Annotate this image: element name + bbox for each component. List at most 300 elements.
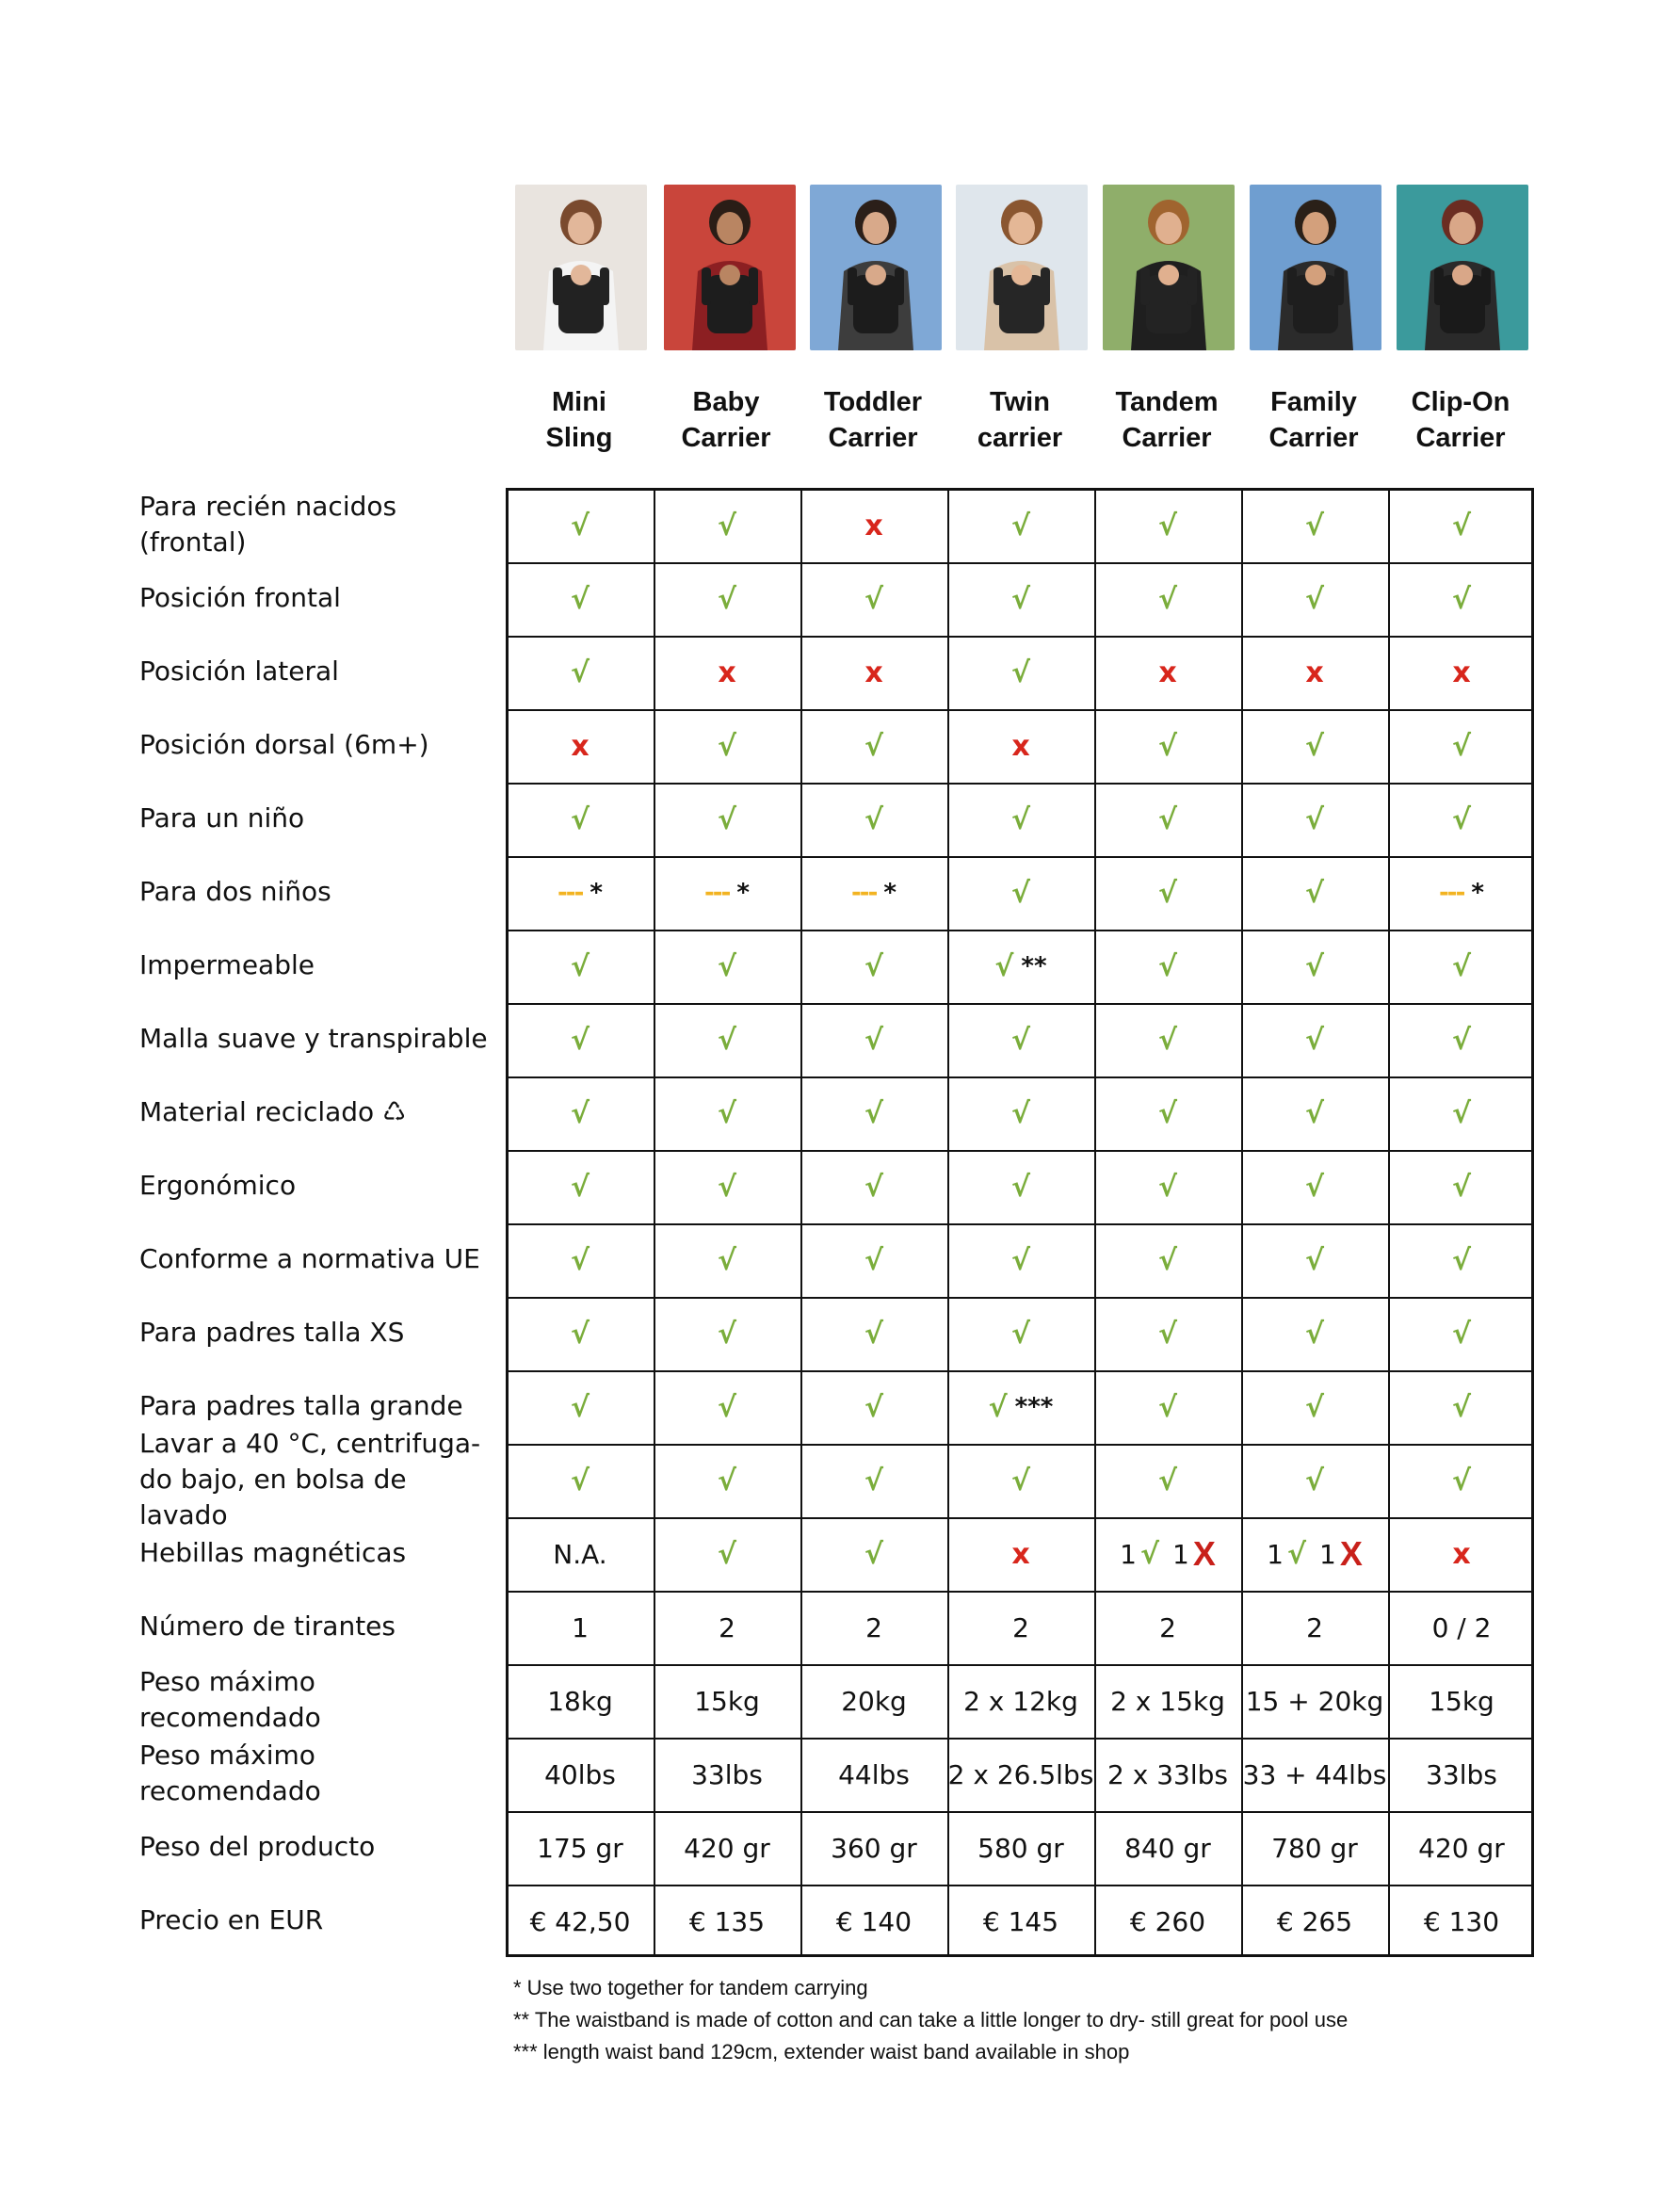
table-cell [1241, 1517, 1388, 1591]
feature-label [139, 782, 497, 855]
feature-label [139, 1516, 497, 1590]
feature-label [139, 1149, 497, 1222]
check-icon: √ [570, 1390, 590, 1424]
check-icon: √ [1304, 949, 1324, 983]
feature-label-text: Malla suave y transpirable [139, 1023, 488, 1054]
check-icon: √ [864, 1243, 883, 1277]
table-cell [507, 709, 654, 783]
product-name-line1: Clip-On [1411, 387, 1510, 417]
feature-label-text: Número de tirantes [139, 1610, 396, 1642]
product-photo [515, 185, 647, 350]
table-cell [800, 636, 947, 709]
table-cell [1388, 562, 1535, 636]
table-cell [800, 1738, 947, 1811]
cross-icon: x [864, 509, 883, 542]
table-cell [1388, 1885, 1535, 1958]
check-icon: √ [570, 582, 590, 616]
table-cell [1241, 709, 1388, 783]
feature-label [139, 488, 497, 561]
product-photo [1103, 185, 1235, 350]
table-cell [947, 930, 1094, 1003]
feature-label-text: Para un niño [139, 802, 305, 834]
table-cell [654, 1150, 800, 1223]
feature-label-text: Para padres talla XS [139, 1317, 405, 1348]
cell-value: 33lbs [1426, 1758, 1497, 1790]
feature-label [139, 1737, 497, 1810]
table-cell [507, 1885, 654, 1958]
check-icon: √ [570, 1170, 590, 1204]
cell-value: 33 + 44lbs [1242, 1758, 1387, 1790]
table-cell [507, 1370, 654, 1444]
check-icon: √ [717, 509, 736, 542]
check-icon: √ [1451, 1464, 1471, 1497]
cell-value: 18kg [547, 1685, 613, 1717]
feature-label [139, 561, 497, 635]
feature-label-text: Posición lateral [139, 656, 339, 687]
table-cell [1388, 856, 1535, 930]
table-cell [1388, 1297, 1535, 1370]
feature-label-text: Posición frontal [139, 582, 341, 613]
table-cell [654, 1517, 800, 1591]
check-icon: √ [1304, 1170, 1324, 1204]
table-cell [1241, 636, 1388, 709]
table-cell [1388, 1370, 1535, 1444]
check-icon: √ [717, 1096, 736, 1130]
table-cell [800, 856, 947, 930]
feature-label-text: Hebillas magnéticas [139, 1537, 407, 1568]
check-icon: √ [717, 1170, 736, 1204]
cell-value: N.A. [553, 1538, 607, 1570]
table-cell [1241, 489, 1388, 562]
table-cell [1388, 489, 1535, 562]
product-name-2 [653, 384, 800, 456]
check-icon: √ [717, 1023, 736, 1057]
check-icon: √ [864, 729, 883, 763]
table-cell [1094, 1003, 1241, 1076]
table-cell [947, 489, 1094, 562]
check-icon: √ [1304, 1464, 1324, 1497]
table-cell [1388, 1811, 1535, 1885]
table-cell [1094, 1664, 1241, 1738]
cross-icon: X [1192, 1534, 1216, 1573]
footnote-marker: * [1471, 879, 1484, 907]
table-cell [800, 1591, 947, 1664]
table-cell [507, 562, 654, 636]
feature-label-text: Precio en EUR [139, 1904, 324, 1935]
cell-value: 2 [1012, 1611, 1029, 1643]
footnote-marker: * [883, 879, 897, 907]
product-photo [1397, 185, 1528, 350]
cross-icon: X [1339, 1534, 1363, 1573]
table-cell [800, 783, 947, 856]
count-one: 1 [1267, 1538, 1284, 1570]
table-cell [947, 1738, 1094, 1811]
table-cell [654, 856, 800, 930]
table-cell [800, 1150, 947, 1223]
feature-label-text: Material reciclado ♺ [139, 1096, 407, 1127]
cross-icon: x [571, 729, 590, 763]
table-cell [507, 1444, 654, 1517]
feature-label-text: Posición dorsal (6m+) [139, 729, 429, 760]
feature-label-text: Lavar a 40 °C, centrifuga-do bajo, en bolsa de lavado [139, 1428, 481, 1530]
check-icon: √ [717, 1317, 736, 1351]
table-cell [507, 783, 654, 856]
table-cell [654, 1444, 800, 1517]
feature-label [139, 708, 497, 782]
table-cell [800, 1297, 947, 1370]
check-icon: √ [1286, 1537, 1306, 1571]
cell-value: 420 gr [684, 1832, 770, 1864]
check-icon: √ [988, 1390, 1008, 1424]
table-cell [1094, 562, 1241, 636]
product-name-3 [800, 384, 946, 456]
table-cell [800, 1811, 947, 1885]
table-cell [947, 1150, 1094, 1223]
cell-value: 15 + 20kg [1245, 1685, 1384, 1717]
footnote-marker: ** [1021, 952, 1047, 980]
check-icon: √ [864, 1023, 883, 1057]
table-cell [1094, 856, 1241, 930]
table-cell [947, 1591, 1094, 1664]
cell-value: € 135 [688, 1905, 766, 1937]
check-icon: √ [1010, 509, 1030, 542]
cell-value: 780 gr [1271, 1832, 1358, 1864]
table-cell [1094, 1517, 1241, 1591]
feature-label [139, 1884, 497, 1957]
table-cell [507, 1076, 654, 1150]
feature-label [139, 1296, 497, 1369]
table-cell [507, 1150, 654, 1223]
table-cell [800, 1003, 947, 1076]
check-icon: √ [1157, 1317, 1177, 1351]
cell-value: 360 gr [831, 1832, 917, 1864]
table-cell [1388, 1150, 1535, 1223]
table-cell [654, 636, 800, 709]
check-icon: √ [1157, 949, 1177, 983]
check-icon: √ [717, 729, 736, 763]
table-cell [507, 1591, 654, 1664]
table-cell [947, 709, 1094, 783]
feature-label [139, 929, 497, 1002]
cell-value: 2 [1159, 1611, 1176, 1643]
product-name-line2: Carrier [1122, 423, 1212, 453]
feature-label [139, 1002, 497, 1076]
feature-label-text: Impermeable [139, 949, 315, 980]
count-one: 1 [1120, 1538, 1137, 1570]
table-cell [654, 709, 800, 783]
table-cell [507, 636, 654, 709]
table-cell [947, 1664, 1094, 1738]
feature-label [139, 1076, 497, 1149]
feature-label [139, 1590, 497, 1663]
cell-value: 20kg [841, 1685, 907, 1717]
table-cell [654, 489, 800, 562]
check-icon: √ [1157, 876, 1177, 910]
table-cell [800, 1444, 947, 1517]
check-icon: √ [1451, 1317, 1471, 1351]
feature-label-text: Ergonómico [139, 1170, 297, 1201]
dash-icon: --- [557, 879, 583, 907]
check-icon: √ [1010, 1023, 1030, 1057]
table-cell [947, 1297, 1094, 1370]
table-cell [1094, 636, 1241, 709]
table-cell [654, 1370, 800, 1444]
product-name-line1: Twin [990, 387, 1050, 417]
cell-value: € 140 [835, 1905, 913, 1937]
table-cell [1094, 930, 1241, 1003]
table-cell [507, 1297, 654, 1370]
check-icon: √ [570, 1464, 590, 1497]
table-cell [1388, 1738, 1535, 1811]
product-name-line1: Family [1270, 387, 1357, 417]
check-icon: √ [1451, 1096, 1471, 1130]
table-cell [507, 1811, 654, 1885]
check-icon: √ [1304, 802, 1324, 836]
cell-value: 2 [1306, 1611, 1323, 1643]
feature-label [139, 635, 497, 708]
check-icon: √ [1304, 1390, 1324, 1424]
check-icon: √ [864, 802, 883, 836]
dash-icon: --- [851, 879, 877, 907]
cross-icon: x [864, 656, 883, 689]
cross-icon: x [1011, 729, 1030, 763]
product-name-line2: Carrier [1268, 423, 1359, 453]
check-icon: √ [1157, 1464, 1177, 1497]
cross-icon: x [1011, 1537, 1030, 1571]
feature-label [139, 855, 497, 929]
table-cell [800, 1076, 947, 1150]
check-icon: √ [1451, 729, 1471, 763]
table-cell [1094, 1150, 1241, 1223]
feature-label [139, 1663, 497, 1737]
table-cell [800, 1664, 947, 1738]
table-cell [654, 1591, 800, 1664]
check-icon: √ [1451, 1243, 1471, 1277]
cell-value: € 145 [982, 1905, 1059, 1937]
check-icon: √ [1010, 1317, 1030, 1351]
check-icon: √ [1304, 582, 1324, 616]
table-cell [654, 1003, 800, 1076]
table-cell [1388, 1223, 1535, 1297]
cell-value: 33lbs [691, 1758, 763, 1790]
cell-value: 44lbs [838, 1758, 910, 1790]
table-cell [947, 1370, 1094, 1444]
check-icon: √ [570, 949, 590, 983]
table-cell [654, 930, 800, 1003]
check-icon: √ [1157, 1243, 1177, 1277]
check-icon: √ [1451, 1170, 1471, 1204]
table-cell [1388, 709, 1535, 783]
table-cell [947, 783, 1094, 856]
footnote-marker: * [736, 879, 750, 907]
table-cell [947, 856, 1094, 930]
table-cell [1094, 1223, 1241, 1297]
check-icon: √ [1304, 509, 1324, 542]
check-icon: √ [717, 582, 736, 616]
check-icon: √ [570, 802, 590, 836]
table-cell [654, 1297, 800, 1370]
table-cell [654, 1811, 800, 1885]
table-cell [1388, 930, 1535, 1003]
check-icon: √ [570, 1023, 590, 1057]
product-name-line1: Mini [552, 387, 606, 417]
table-cell [1241, 1370, 1388, 1444]
table-cell [1094, 1297, 1241, 1370]
feature-label-text: Para padres talla grande [139, 1390, 463, 1421]
cell-value: 2 [865, 1611, 882, 1643]
check-icon: √ [1304, 1096, 1324, 1130]
table-cell [800, 709, 947, 783]
cell-value: 2 x 15kg [1110, 1685, 1225, 1717]
table-cell [947, 562, 1094, 636]
check-icon: √ [1451, 1023, 1471, 1057]
product-photo [810, 185, 942, 350]
footnote-marker: *** [1014, 1393, 1054, 1421]
count-one: 1 [1172, 1538, 1189, 1570]
feature-label [139, 1428, 497, 1530]
cell-value: 15kg [694, 1685, 760, 1717]
check-icon: √ [1157, 1096, 1177, 1130]
feature-label-text: Peso máximo recomendado [139, 1740, 321, 1806]
table-cell [1388, 1591, 1535, 1664]
table-cell [800, 489, 947, 562]
table-cell [1241, 562, 1388, 636]
check-icon: √ [1139, 1537, 1159, 1571]
product-name-line1: Toddler [823, 387, 923, 417]
product-name-1 [506, 384, 653, 456]
check-icon: √ [570, 1096, 590, 1130]
feature-label [139, 1810, 497, 1884]
footnote-3: *** length waist band 129cm, extender waist band available in shop [513, 2040, 1130, 2064]
table-cell [1094, 1591, 1241, 1664]
cell-value: € 260 [1129, 1905, 1206, 1937]
product-name-6 [1240, 384, 1387, 456]
cell-value: € 130 [1423, 1905, 1500, 1937]
cell-value: 840 gr [1124, 1832, 1211, 1864]
dash-icon: --- [1439, 879, 1464, 907]
product-name-line2: Carrier [1415, 423, 1506, 453]
table-cell [507, 856, 654, 930]
product-photo [1250, 185, 1381, 350]
cell-value: 420 gr [1418, 1832, 1505, 1864]
table-cell [947, 1517, 1094, 1591]
table-cell [800, 930, 947, 1003]
cross-icon: x [1452, 656, 1471, 689]
footnote-marker: * [590, 879, 603, 907]
cross-icon: x [1452, 1537, 1471, 1571]
product-name-line2: Carrier [681, 423, 771, 453]
feature-label [139, 1222, 497, 1296]
check-icon: √ [1010, 1464, 1030, 1497]
check-icon: √ [717, 949, 736, 983]
table-cell [654, 1664, 800, 1738]
dash-icon: --- [704, 879, 730, 907]
table-cell [507, 1003, 654, 1076]
table-cell [947, 636, 1094, 709]
table-cell [1241, 1885, 1388, 1958]
product-name-line2: Carrier [828, 423, 918, 453]
footnote-1: * Use two together for tandem carrying [513, 1976, 868, 1999]
check-icon: √ [1010, 656, 1030, 689]
table-cell [1094, 1444, 1241, 1517]
footnotes [513, 1972, 1549, 2068]
check-icon: √ [717, 802, 736, 836]
feature-label-text: Peso máximo recomendado [139, 1666, 321, 1733]
table-cell [1094, 489, 1241, 562]
check-icon: √ [864, 582, 883, 616]
check-icon: √ [570, 656, 590, 689]
cell-value: € 265 [1276, 1905, 1353, 1937]
check-icon: √ [1010, 876, 1030, 910]
check-icon: √ [1451, 582, 1471, 616]
table-cell [1094, 1811, 1241, 1885]
check-icon: √ [570, 1317, 590, 1351]
table-cell [507, 489, 654, 562]
table-cell [800, 1885, 947, 1958]
table-cell [1241, 1223, 1388, 1297]
cell-value: 2 x 26.5lbs [947, 1758, 1094, 1790]
table-cell [800, 1517, 947, 1591]
check-icon: √ [570, 1243, 590, 1277]
cell-value: 2 x 33lbs [1107, 1758, 1228, 1790]
table-cell [1094, 1370, 1241, 1444]
table-cell [654, 1885, 800, 1958]
cell-value: 40lbs [544, 1758, 616, 1790]
check-icon: √ [717, 1537, 736, 1571]
table-cell [1094, 709, 1241, 783]
check-icon: √ [1157, 1170, 1177, 1204]
table-cell [1241, 1738, 1388, 1811]
table-cell [1388, 783, 1535, 856]
check-icon: √ [1010, 1243, 1030, 1277]
table-cell [654, 562, 800, 636]
check-icon: √ [717, 1243, 736, 1277]
check-icon: √ [1157, 1390, 1177, 1424]
check-icon: √ [1304, 876, 1324, 910]
cross-icon: x [718, 656, 736, 689]
cell-value: 580 gr [977, 1832, 1064, 1864]
cell-value: € 42,50 [529, 1905, 631, 1937]
table-cell [800, 1370, 947, 1444]
table-cell [654, 1076, 800, 1150]
table-cell [1094, 783, 1241, 856]
footnote-2: ** The waistband is made of cotton and can take a little longer to dry- still great for pool use [513, 2008, 1349, 2031]
cross-icon: x [1305, 656, 1324, 689]
product-name-4 [946, 384, 1093, 456]
product-photo [956, 185, 1088, 350]
table-cell [800, 1223, 947, 1297]
check-icon: √ [864, 949, 883, 983]
table-cell [1241, 1444, 1388, 1517]
table-cell [1094, 1885, 1241, 1958]
table-cell [507, 1517, 654, 1591]
feature-label-text: Conforme a normativa UE [139, 1243, 480, 1274]
check-icon: √ [1451, 949, 1471, 983]
feature-label-text: Para dos niños [139, 876, 331, 907]
table-cell [1241, 1811, 1388, 1885]
check-icon: √ [864, 1317, 883, 1351]
check-icon: √ [1304, 729, 1324, 763]
table-cell [947, 1003, 1094, 1076]
check-icon: √ [1157, 729, 1177, 763]
table-cell [507, 1738, 654, 1811]
table-cell [947, 1444, 1094, 1517]
product-name-7 [1387, 384, 1534, 456]
cell-value: 2 [719, 1611, 735, 1643]
feature-label-text: Para recién nacidos (frontal) [139, 491, 397, 558]
feature-label-text: Peso del producto [139, 1831, 376, 1862]
count-one: 1 [1319, 1538, 1336, 1570]
